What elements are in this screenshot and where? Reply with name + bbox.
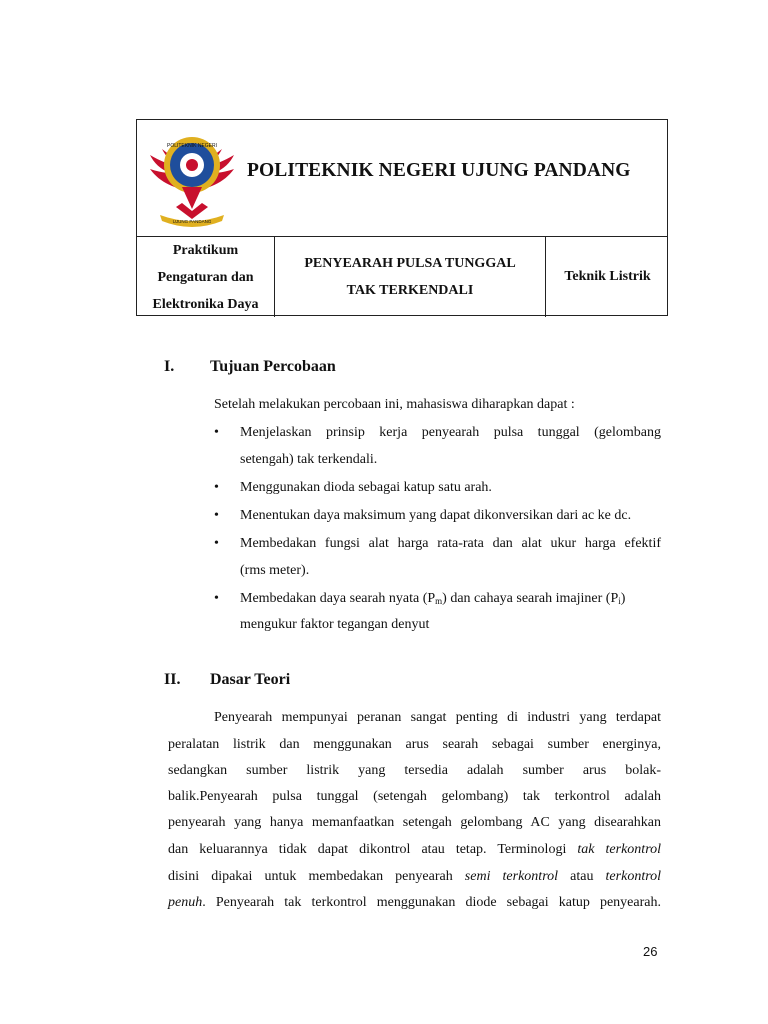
course-line-1: Praktikum [172, 242, 239, 258]
bullet-4-line-1 [240, 536, 661, 552]
bullet-5-pre: Membedakan daya searah nyata (P [240, 591, 436, 606]
experiment-title-cell [275, 237, 546, 317]
para-line-8-post: . Penyearah tak terkontrol menggunakan diode sebagai katup penyearah. [202, 895, 661, 910]
bullet-5-line-1 [240, 591, 625, 607]
department-cell [546, 237, 669, 317]
experiment-title-line-1: PENYEARAH PULSA TUNGGAL [304, 256, 516, 271]
bullet-2-marker: • [214, 480, 219, 495]
department-name: Teknik Listrik [564, 269, 651, 284]
para-line-7-em-2: terkontrol [605, 869, 662, 884]
para-line-5-text: penyearah yang hanya memanfaatkan setengah gelombang AC yang disearahkan [168, 815, 661, 830]
bullet-5-sub-i: i [618, 596, 621, 606]
bullet-1-line-2: setengah) tak terkendali. [240, 452, 378, 467]
course-line-3: Elektronika Daya [152, 296, 259, 312]
logo-text-bottom: UJUNG PANDANG [172, 219, 212, 224]
bullet-4-text-1: Membedakan fungsi alat harga rata-rata dan alat ukur harga efektif [240, 536, 661, 551]
bullet-5-marker: • [214, 591, 219, 606]
para-line-7-pre: disini dipakai untuk membedakan penyearah [168, 869, 453, 884]
section-2-number: II. [164, 671, 181, 688]
section-1-number: I. [164, 358, 175, 375]
section-1-title: Tujuan Percobaan [210, 358, 336, 375]
para-line-5 [168, 815, 661, 831]
para-line-3 [168, 763, 661, 779]
institution-logo [146, 129, 238, 227]
course-line-2: Pengaturan dan [157, 269, 254, 285]
bullet-1-line-1 [240, 425, 661, 441]
para-line-7-mid: atau [570, 869, 594, 884]
para-line-3-text: sedangkan sumber listrik yang tersedia adalah sumber arus bolak- [168, 763, 661, 778]
para-line-2 [168, 737, 661, 753]
logo-text-top: POLITEKNIK NEGERI [166, 143, 218, 149]
section-2-title: Dasar Teori [210, 671, 291, 688]
page-number: 26 [643, 944, 658, 959]
para-line-6 [168, 842, 661, 858]
para-line-8-em: penuh [168, 895, 203, 910]
bullet-3-marker: • [214, 508, 219, 523]
bullet-5-line-2: mengukur faktor tegangan denyut [240, 617, 430, 632]
header-top [137, 120, 667, 237]
bullet-4-line-2: (rms meter). [240, 563, 310, 578]
experiment-title-line-2: TAK TERKENDALI [346, 283, 474, 298]
header-table [136, 119, 668, 316]
para-line-2-text: peralatan listrik dan menggunakan arus searah sebagai sumber energinya, [168, 737, 661, 752]
para-line-1-text: Penyearah mempunyai peranan sangat penting di industri yang terdapat [214, 710, 661, 725]
bullet-1-text-1: Menjelaskan prinsip kerja penyearah pulsa tunggal (gelombang [240, 425, 661, 440]
bullet-5-sub-m: m [435, 596, 443, 606]
para-line-6-pre: dan keluarannya tidak dapat dikontrol atau tetap. Terminologi [168, 842, 567, 857]
para-line-6-em: tak terkontrol [577, 842, 662, 857]
bullet-1-marker: • [214, 425, 219, 440]
institution-name: POLITEKNIK NEGERI UJUNG PANDANG [247, 160, 631, 181]
para-line-4-text: balik.Penyearah pulsa tunggal (setengah gelombang) tak terkontrol adalah [168, 789, 661, 804]
bullet-3-text: Menentukan daya maksimum yang dapat dikonversikan dari ac ke dc. [240, 508, 632, 523]
course-cell [137, 237, 275, 317]
header-row [137, 237, 667, 317]
para-line-1 [214, 710, 661, 726]
para-line-8 [168, 895, 661, 911]
para-line-4 [168, 789, 661, 805]
bullet-2-text: Menggunakan dioda sebagai katup satu arah. [240, 480, 492, 495]
section-1-intro: Setelah melakukan percobaan ini, mahasiswa diharapkan dapat : [214, 397, 575, 412]
bullet-5-mid: ) dan cahaya searah imajiner (P [442, 591, 619, 606]
para-line-7 [168, 869, 661, 885]
bullet-4-marker: • [214, 536, 219, 551]
bullet-5-post: ) [620, 591, 626, 606]
para-line-7-em-1: semi terkontrol [464, 869, 559, 884]
